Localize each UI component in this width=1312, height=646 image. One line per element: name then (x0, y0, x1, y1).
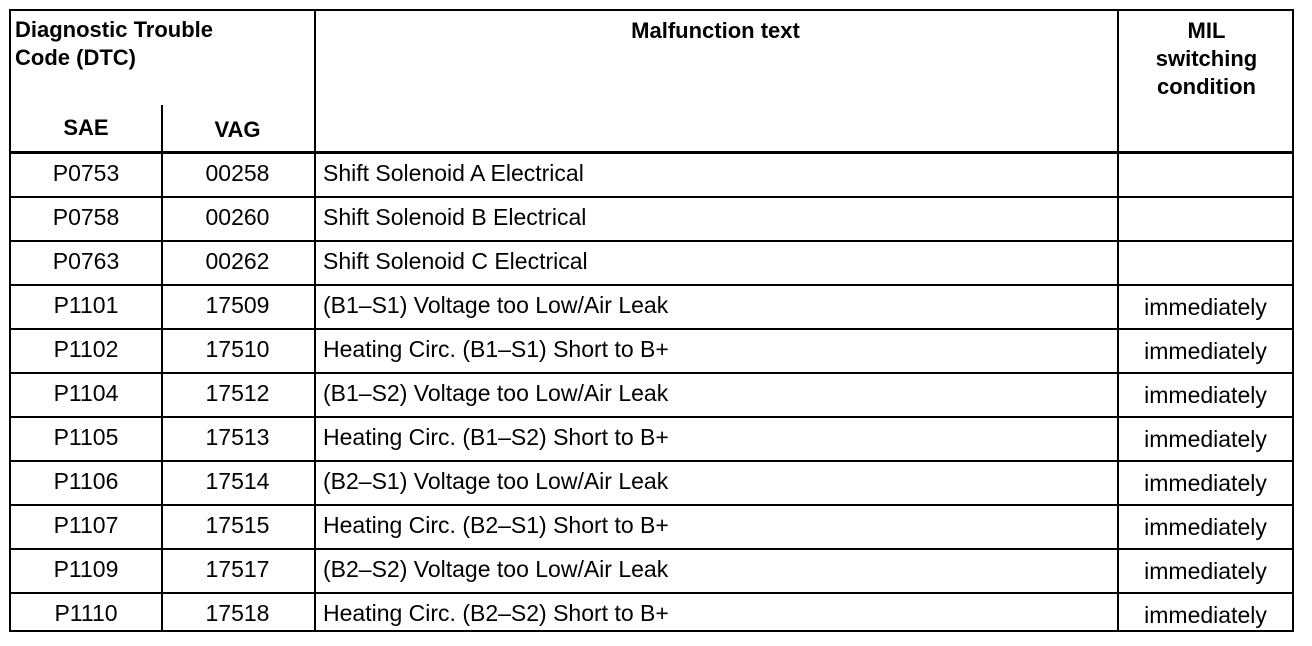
header-rule (11, 151, 1292, 154)
header-malfunction-text: Malfunction text (631, 18, 800, 43)
table-row (11, 379, 1292, 417)
cell-vag: 00262 (205, 248, 270, 274)
cell-malfunction-text: Heating Circ. (B1–S1) Short to B+ (323, 336, 669, 362)
cell-sae: P1104 (53, 380, 119, 406)
cell-sae: P0753 (52, 160, 120, 186)
cell-sae: P1107 (53, 512, 119, 538)
cell-malfunction-text: (B1–S1) Voltage too Low/Air Leak (323, 292, 669, 318)
cell-sae: P1105 (53, 424, 119, 450)
table-row (11, 599, 1292, 637)
cell-mil: immediately (1144, 470, 1267, 496)
cell-vag: 17514 (205, 468, 270, 494)
cell-vag: 17510 (205, 336, 270, 362)
cell-mil: immediately (1144, 294, 1267, 320)
cell-mil: immediately (1144, 382, 1267, 408)
table-row (11, 203, 1292, 241)
cell-mil: immediately (1144, 558, 1267, 584)
cell-mil: immediately (1144, 602, 1267, 628)
cell-sae: P1102 (53, 336, 119, 362)
table-row (11, 335, 1292, 373)
cell-malfunction-text: Heating Circ. (B2–S2) Short to B+ (323, 600, 669, 626)
cell-vag: 17518 (205, 600, 270, 626)
table-row (11, 467, 1292, 505)
cell-vag: 17509 (205, 292, 270, 318)
cell-malfunction-text: Shift Solenoid B Electrical (323, 204, 587, 230)
cell-sae: P1106 (53, 468, 119, 494)
cell-vag: 00258 (205, 160, 270, 186)
dtc-table (9, 9, 1294, 632)
table-row (11, 291, 1292, 329)
cell-vag: 17515 (205, 512, 270, 538)
cell-malfunction-text: Heating Circ. (B1–S2) Short to B+ (323, 424, 669, 450)
cell-mil: immediately (1144, 514, 1267, 540)
cell-sae: P0763 (52, 248, 120, 274)
cell-sae: P1110 (54, 600, 118, 626)
cell-vag: 17517 (205, 556, 270, 582)
header-dtc-group: Diagnostic Trouble Code (DTC) (15, 17, 214, 70)
header-mil-switching-condition: MIL switching condition (1155, 18, 1258, 99)
header-vag: VAG (214, 117, 261, 142)
cell-malfunction-text: Shift Solenoid A Electrical (323, 160, 584, 186)
cell-mil: immediately (1144, 338, 1267, 364)
cell-vag: 17513 (205, 424, 270, 450)
cell-sae: P1109 (53, 556, 119, 582)
cell-mil: immediately (1144, 426, 1267, 452)
table-row (11, 423, 1292, 461)
cell-sae: P1101 (53, 292, 119, 318)
table-row (11, 555, 1292, 593)
cell-malfunction-text: (B2–S1) Voltage too Low/Air Leak (323, 468, 669, 494)
cell-vag: 17512 (205, 380, 270, 406)
table-row (11, 159, 1292, 197)
table-row (11, 247, 1292, 285)
header-sae: SAE (63, 115, 109, 140)
cell-malfunction-text: Shift Solenoid C Electrical (323, 248, 588, 274)
cell-malfunction-text: (B2–S2) Voltage too Low/Air Leak (323, 556, 669, 582)
table-row (11, 511, 1292, 549)
cell-vag: 00260 (205, 204, 270, 230)
cell-malfunction-text: Heating Circ. (B2–S1) Short to B+ (323, 512, 669, 538)
cell-malfunction-text: (B1–S2) Voltage too Low/Air Leak (323, 380, 669, 406)
cell-sae: P0758 (52, 204, 120, 230)
